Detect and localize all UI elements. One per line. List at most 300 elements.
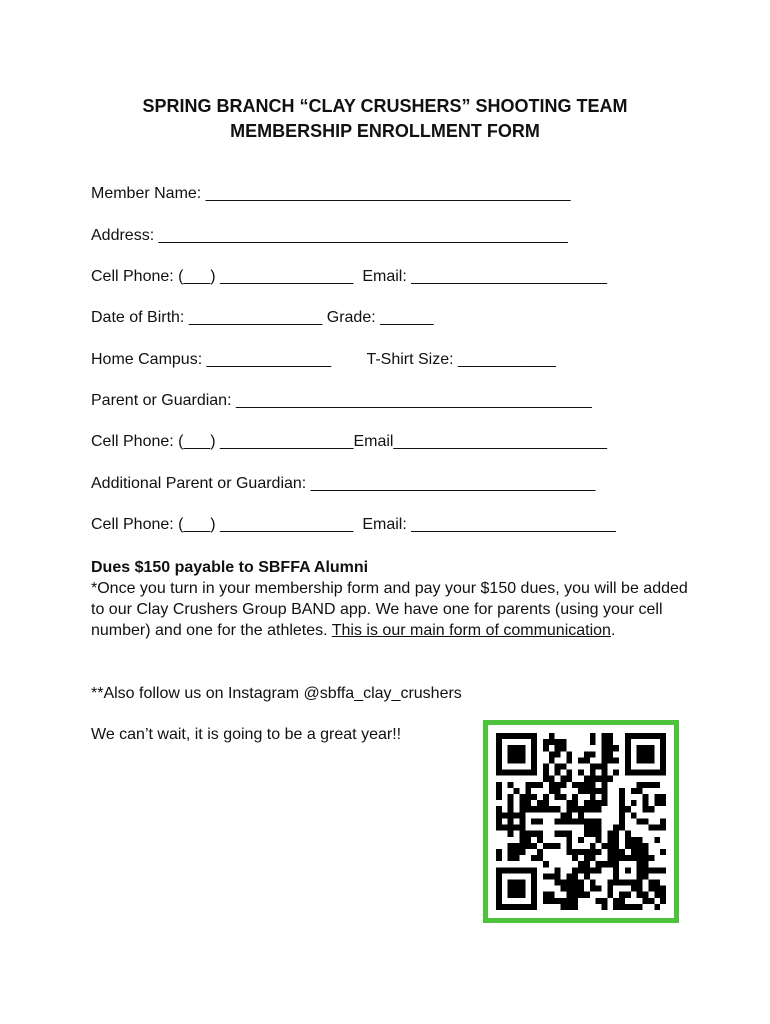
qr-module: [531, 794, 537, 800]
qr-module: [508, 849, 514, 855]
qr-module: [578, 806, 584, 812]
qr-module: [543, 776, 549, 782]
qr-module: [549, 733, 555, 739]
qr-module: [648, 825, 654, 831]
qr-module: [643, 849, 649, 855]
qr-module: [625, 843, 631, 849]
qr-module: [496, 904, 502, 910]
qr-module: [643, 745, 649, 751]
qr-module: [560, 764, 566, 770]
qr-module: [572, 794, 578, 800]
qr-module: [602, 751, 608, 757]
qr-module: [519, 837, 525, 843]
qr-module: [625, 770, 631, 776]
qr-module: [637, 751, 643, 757]
qr-module: [602, 904, 608, 910]
qr-module: [637, 782, 643, 788]
qr-module: [496, 757, 502, 763]
qr-module: [643, 898, 649, 904]
qr-module: [566, 770, 572, 776]
qr-module: [543, 873, 549, 879]
qr-module: [555, 764, 561, 770]
qr-module: [584, 800, 590, 806]
qr-module: [572, 849, 578, 855]
qr-module: [584, 818, 590, 824]
qr-module: [648, 751, 654, 757]
qr-module: [514, 843, 520, 849]
qr-module: [607, 757, 613, 763]
qr-module: [514, 751, 520, 757]
qr-module: [631, 788, 637, 794]
qr-module: [549, 873, 555, 879]
qr-module: [654, 837, 660, 843]
qr-module: [660, 757, 666, 763]
qr-module: [555, 739, 561, 745]
qr-module: [525, 733, 531, 739]
qr-module: [519, 806, 525, 812]
qr-module: [560, 776, 566, 782]
address-field: Address: ______________________________________________: [91, 227, 568, 244]
qr-module: [631, 770, 637, 776]
qr-module: [643, 794, 649, 800]
qr-module: [566, 800, 572, 806]
qr-module: [643, 770, 649, 776]
qr-module: [619, 818, 625, 824]
qr-module: [572, 898, 578, 904]
qr-module: [607, 892, 613, 898]
qr-module: [643, 818, 649, 824]
qr-module: [496, 788, 502, 794]
qr-module: [555, 818, 561, 824]
qr-module: [531, 855, 537, 861]
qr-module: [502, 770, 508, 776]
dues-body: *Once you turn in your membership form and pay your $150 dues, you will be added to our Clay Crushers Group BAND app. We have one for parents (using your cell number) and one for the athletes.: [91, 580, 688, 639]
qr-module: [508, 751, 514, 757]
qr-module: [607, 861, 613, 867]
parent-guardian-field: Parent or Guardian: ________________________________________: [91, 392, 592, 409]
qr-module: [619, 879, 625, 885]
qr-module: [637, 867, 643, 873]
qr-module: [560, 831, 566, 837]
qr-module: [555, 751, 561, 757]
qr-module: [519, 904, 525, 910]
qr-module: [508, 886, 514, 892]
qr-module: [654, 733, 660, 739]
qr-module: [578, 770, 584, 776]
qr-module: [660, 892, 666, 898]
qr-module: [566, 879, 572, 885]
qr-module: [496, 764, 502, 770]
qr-module: [496, 873, 502, 879]
qr-module: [596, 867, 602, 873]
qr-module: [584, 873, 590, 879]
qr-module: [643, 892, 649, 898]
main-communication-note: This is our main form of communication: [331, 622, 611, 639]
qr-module: [572, 782, 578, 788]
qr-module: [543, 806, 549, 812]
qr-module: [496, 739, 502, 745]
qr-module: [549, 776, 555, 782]
qr-module: [496, 818, 502, 824]
qr-module: [648, 898, 654, 904]
qr-module: [660, 825, 666, 831]
qr-module: [637, 879, 643, 885]
qr-module: [607, 739, 613, 745]
qr-module: [619, 800, 625, 806]
qr-module: [607, 733, 613, 739]
qr-module: [631, 812, 637, 818]
qr-module: [654, 879, 660, 885]
qr-module: [525, 867, 531, 873]
qr-module: [531, 892, 537, 898]
qr-module: [514, 886, 520, 892]
qr-module: [631, 879, 637, 885]
qr-module: [613, 831, 619, 837]
qr-module: [637, 837, 643, 843]
qr-module: [631, 843, 637, 849]
qr-module: [560, 886, 566, 892]
qr-module: [572, 855, 578, 861]
qr-module: [643, 733, 649, 739]
qr-module: [607, 751, 613, 757]
qr-module: [560, 745, 566, 751]
qr-module: [525, 794, 531, 800]
qr-module: [519, 886, 525, 892]
qr-module: [555, 867, 561, 873]
qr-module: [496, 892, 502, 898]
qr-module: [525, 904, 531, 910]
qr-module: [596, 806, 602, 812]
qr-module: [643, 800, 649, 806]
qr-module: [496, 849, 502, 855]
qr-module: [643, 861, 649, 867]
qr-module: [537, 806, 543, 812]
qr-module: [566, 751, 572, 757]
qr-module: [660, 794, 666, 800]
qr-module: [531, 904, 537, 910]
qr-module: [602, 782, 608, 788]
qr-module: [555, 806, 561, 812]
qr-module: [537, 782, 543, 788]
qr-code-frame: [483, 720, 679, 923]
qr-module: [496, 855, 502, 861]
qr-module: [590, 782, 596, 788]
qr-module: [660, 764, 666, 770]
qr-module: [596, 788, 602, 794]
qr-module: [555, 831, 561, 837]
qr-module: [572, 886, 578, 892]
qr-module: [660, 739, 666, 745]
dues-paragraph: [91, 578, 691, 641]
dues-heading: Dues $150 payable to SBFFA Alumni: [91, 559, 369, 576]
qr-module: [496, 867, 502, 873]
qr-module: [596, 861, 602, 867]
qr-module: [525, 800, 531, 806]
qr-module: [637, 733, 643, 739]
qr-module: [660, 770, 666, 776]
qr-module: [625, 837, 631, 843]
qr-module: [566, 904, 572, 910]
qr-module: [619, 825, 625, 831]
qr-module: [537, 855, 543, 861]
qr-module: [543, 770, 549, 776]
qr-module: [584, 825, 590, 831]
qr-module: [613, 757, 619, 763]
qr-module: [590, 818, 596, 824]
qr-module: [584, 892, 590, 898]
qr-module: [637, 843, 643, 849]
qr-module: [549, 788, 555, 794]
qr-module: [514, 867, 520, 873]
qr-module: [572, 867, 578, 873]
qr-module: [654, 904, 660, 910]
qr-module: [619, 794, 625, 800]
qr-module: [555, 788, 561, 794]
qr-module: [625, 867, 631, 873]
qr-module: [560, 898, 566, 904]
qr-module: [531, 745, 537, 751]
qr-module: [508, 745, 514, 751]
qr-module: [637, 892, 643, 898]
qr-module: [531, 843, 537, 849]
qr-module: [496, 782, 502, 788]
qr-module: [660, 800, 666, 806]
qr-module: [648, 879, 654, 885]
qr-module: [572, 879, 578, 885]
qr-module: [654, 867, 660, 873]
qr-module: [625, 855, 631, 861]
qr-module: [602, 733, 608, 739]
qr-module: [572, 873, 578, 879]
qr-module: [508, 800, 514, 806]
qr-module: [566, 806, 572, 812]
qr-module: [602, 800, 608, 806]
qr-code-icon: [496, 733, 666, 910]
qr-module: [508, 794, 514, 800]
qr-module: [619, 892, 625, 898]
qr-module: [637, 904, 643, 910]
qr-module: [590, 776, 596, 782]
qr-module: [625, 757, 631, 763]
qr-module: [596, 776, 602, 782]
qr-module: [555, 898, 561, 904]
qr-module: [555, 873, 561, 879]
qr-module: [519, 825, 525, 831]
qr-module: [590, 867, 596, 873]
qr-module: [531, 873, 537, 879]
qr-module: [637, 788, 643, 794]
qr-module: [613, 837, 619, 843]
dues-body-end: .: [610, 622, 616, 639]
qr-module: [496, 745, 502, 751]
qr-module: [525, 831, 531, 837]
qr-module: [631, 855, 637, 861]
cell-phone-email-field: Cell Phone: (___) _______________ Email: ______________________: [91, 268, 607, 285]
qr-module: [607, 843, 613, 849]
qr-module: [508, 879, 514, 885]
qr-module: [625, 879, 631, 885]
qr-module: [525, 837, 531, 843]
qr-module: [560, 879, 566, 885]
qr-module: [631, 733, 637, 739]
qr-module: [496, 794, 502, 800]
qr-module: [508, 855, 514, 861]
qr-module: [648, 886, 654, 892]
qr-module: [502, 812, 508, 818]
qr-module: [560, 812, 566, 818]
qr-module: [648, 757, 654, 763]
qr-module: [625, 831, 631, 837]
qr-module: [619, 849, 625, 855]
qr-module: [613, 825, 619, 831]
qr-module: [508, 757, 514, 763]
closing-note: We can’t wait, it is going to be a great year!!: [91, 726, 402, 743]
qr-module: [566, 849, 572, 855]
qr-module: [514, 879, 520, 885]
qr-module: [502, 825, 508, 831]
qr-module: [625, 739, 631, 745]
qr-module: [596, 764, 602, 770]
qr-module: [549, 782, 555, 788]
qr-module: [537, 849, 543, 855]
qr-module: [613, 873, 619, 879]
qr-module: [531, 867, 537, 873]
qr-module: [596, 837, 602, 843]
qr-module: [543, 861, 549, 867]
qr-module: [596, 818, 602, 824]
qr-module: [519, 879, 525, 885]
qr-module: [584, 831, 590, 837]
qr-module: [648, 855, 654, 861]
qr-module: [584, 855, 590, 861]
qr-module: [578, 867, 584, 873]
qr-module: [496, 751, 502, 757]
qr-module: [496, 770, 502, 776]
qr-module: [637, 849, 643, 855]
qr-module: [555, 745, 561, 751]
qr-module: [602, 757, 608, 763]
qr-module: [613, 770, 619, 776]
qr-module: [525, 782, 531, 788]
qr-module: [508, 812, 514, 818]
qr-module: [584, 782, 590, 788]
qr-module: [514, 770, 520, 776]
qr-module: [584, 867, 590, 873]
qr-module: [648, 745, 654, 751]
qr-module: [607, 855, 613, 861]
qr-module: [643, 873, 649, 879]
qr-module: [631, 886, 637, 892]
qr-module: [607, 879, 613, 885]
qr-module: [578, 812, 584, 818]
qr-module: [519, 800, 525, 806]
qr-module: [496, 898, 502, 904]
qr-module: [643, 757, 649, 763]
qr-module: [502, 904, 508, 910]
qr-module: [596, 831, 602, 837]
qr-module: [566, 873, 572, 879]
qr-module: [619, 812, 625, 818]
additional-parent-field: Additional Parent or Guardian: ________________________________: [91, 475, 596, 492]
qr-module: [543, 739, 549, 745]
qr-module: [637, 745, 643, 751]
qr-module: [566, 886, 572, 892]
qr-module: [560, 818, 566, 824]
qr-module: [566, 898, 572, 904]
qr-module: [549, 806, 555, 812]
qr-module: [654, 886, 660, 892]
qr-module: [590, 800, 596, 806]
qr-module: [549, 751, 555, 757]
qr-module: [525, 843, 531, 849]
qr-module: [514, 892, 520, 898]
qr-module: [543, 898, 549, 904]
qr-module: [508, 831, 514, 837]
qr-module: [496, 812, 502, 818]
qr-module: [496, 879, 502, 885]
form-title-line1: SPRING BRANCH “CLAY CRUSHERS” SHOOTING TEAM: [142, 96, 628, 116]
qr-module: [619, 806, 625, 812]
qr-module: [648, 733, 654, 739]
qr-module: [531, 898, 537, 904]
qr-module: [519, 745, 525, 751]
qr-module: [590, 788, 596, 794]
qr-module: [543, 843, 549, 849]
qr-module: [584, 776, 590, 782]
qr-module: [566, 776, 572, 782]
qr-module: [625, 751, 631, 757]
qr-module: [613, 879, 619, 885]
qr-module: [566, 843, 572, 849]
qr-module: [519, 843, 525, 849]
qr-module: [660, 849, 666, 855]
qr-module: [654, 800, 660, 806]
instagram-note: **Also follow us on Instagram @sbffa_clay_crushers: [91, 685, 462, 702]
qr-module: [508, 770, 514, 776]
dob-grade-field: Date of Birth: _______________ Grade: ______: [91, 309, 434, 326]
campus-tshirt-field: Home Campus: ______________ T-Shirt Size: ___________: [91, 351, 556, 368]
qr-module: [596, 849, 602, 855]
qr-module: [531, 751, 537, 757]
qr-module: [572, 818, 578, 824]
qr-module: [625, 764, 631, 770]
qr-module: [643, 782, 649, 788]
qr-module: [508, 782, 514, 788]
qr-module: [619, 898, 625, 904]
qr-module: [625, 892, 631, 898]
qr-module: [514, 825, 520, 831]
qr-module: [590, 831, 596, 837]
qr-module: [625, 904, 631, 910]
qr-module: [607, 837, 613, 843]
qr-module: [572, 800, 578, 806]
qr-module: [531, 886, 537, 892]
qr-module: [572, 806, 578, 812]
qr-module: [578, 849, 584, 855]
qr-module: [555, 770, 561, 776]
qr-module: [631, 904, 637, 910]
qr-module: [643, 843, 649, 849]
qr-module: [525, 788, 531, 794]
qr-module: [514, 849, 520, 855]
qr-module: [596, 800, 602, 806]
qr-module: [519, 757, 525, 763]
qr-module: [531, 757, 537, 763]
qr-module: [607, 745, 613, 751]
qr-module: [572, 904, 578, 910]
qr-module: [519, 892, 525, 898]
qr-module: [648, 867, 654, 873]
